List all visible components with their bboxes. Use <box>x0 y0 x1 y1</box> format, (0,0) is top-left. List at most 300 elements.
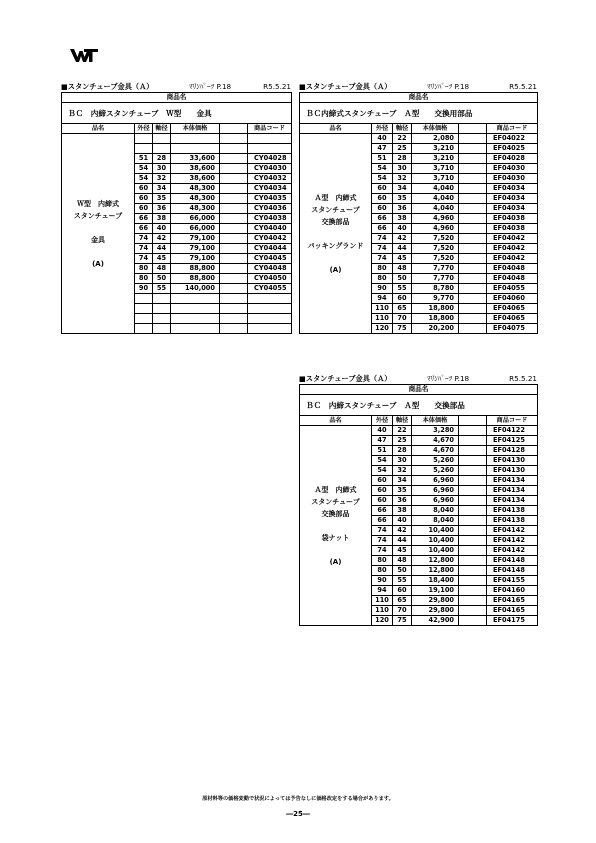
outer-diameter: 66 <box>372 214 393 224</box>
outer-diameter: 90 <box>135 284 153 294</box>
name-label-row <box>300 385 538 395</box>
base-price: 48,300 <box>171 194 220 204</box>
revision-date: R5.5.21 <box>263 82 291 91</box>
section-title: ■スタンチューブ金具（Ａ） <box>299 82 392 91</box>
blank-cell <box>459 556 487 566</box>
blank-cell <box>459 294 487 304</box>
blank-cell <box>459 566 487 576</box>
outer-diameter: 120 <box>372 616 393 626</box>
base-price: 7,520 <box>412 244 459 254</box>
outer-diameter: 54 <box>135 174 153 184</box>
blank-cell <box>220 184 248 194</box>
shaft-diameter: 35 <box>393 194 412 204</box>
shaft-diameter: 40 <box>393 224 412 234</box>
base-price: 4,670 <box>412 436 459 446</box>
blank-cell <box>220 284 248 294</box>
product-code: CY04055 <box>248 284 292 294</box>
product-code: EF04142 <box>487 526 538 536</box>
shaft-diameter: 25 <box>393 144 412 154</box>
outer-diameter: 74 <box>372 546 393 556</box>
product-code: EF04038 <box>487 214 538 224</box>
price-table <box>299 384 538 626</box>
base-price: 2,080 <box>412 134 459 144</box>
outer-diameter: 120 <box>372 324 393 334</box>
blank-cell <box>220 224 248 234</box>
product-code: EF04065 <box>487 304 538 314</box>
product-code: CY04040 <box>248 224 292 234</box>
base-price: 48,300 <box>171 184 220 194</box>
product-code: EF04165 <box>487 606 538 616</box>
left-price-section <box>61 82 291 334</box>
base-price: 19,100 <box>412 586 459 596</box>
column-header: 軸径 <box>153 124 171 134</box>
column-header: 外径 <box>372 124 393 134</box>
blank-cell <box>220 174 248 184</box>
outer-diameter: 80 <box>372 274 393 284</box>
blank-cell <box>459 224 487 234</box>
base-price: 8,040 <box>412 506 459 516</box>
shaft-diameter: 70 <box>393 606 412 616</box>
shaft-diameter: 45 <box>153 254 171 264</box>
base-price: 79,100 <box>171 244 220 254</box>
product-code: EF04142 <box>487 536 538 546</box>
outer-diameter: 80 <box>135 274 153 284</box>
shaft-diameter <box>153 304 171 314</box>
shaft-diameter <box>153 314 171 324</box>
base-price <box>171 314 220 324</box>
blank-cell <box>459 214 487 224</box>
column-header: 品名 <box>62 124 135 134</box>
shaft-diameter: 22 <box>393 134 412 144</box>
product-code: CY04048 <box>248 264 292 274</box>
company-logo <box>70 47 98 63</box>
shaft-diameter: 32 <box>153 174 171 184</box>
blank-cell <box>220 154 248 164</box>
blank-cell <box>220 304 248 314</box>
shaft-diameter: 38 <box>153 214 171 224</box>
outer-diameter: 66 <box>135 214 153 224</box>
shaft-diameter: 44 <box>393 536 412 546</box>
base-price: 12,800 <box>412 566 459 576</box>
product-title: ＢＣ 内締スタンチューブ Ｗ型 金具 <box>62 103 292 124</box>
shaft-diameter: 28 <box>153 154 171 164</box>
base-price <box>171 304 220 314</box>
outer-diameter: 60 <box>372 204 393 214</box>
blank-cell <box>459 184 487 194</box>
column-header <box>459 124 487 134</box>
page-number: ―25― <box>286 810 310 818</box>
shaft-diameter: 55 <box>393 576 412 586</box>
product-code: EF04160 <box>487 586 538 596</box>
blank-cell <box>459 436 487 446</box>
blank-cell <box>459 284 487 294</box>
outer-diameter: 66 <box>372 224 393 234</box>
blank-cell <box>459 204 487 214</box>
shaft-diameter: 50 <box>393 566 412 576</box>
shaft-diameter: 36 <box>393 204 412 214</box>
blank-cell <box>459 254 487 264</box>
shaft-diameter: 50 <box>393 274 412 284</box>
column-header: 商品コード <box>248 124 292 134</box>
column-header: 商品コード <box>487 416 538 426</box>
description-line: Ｗ型 内締式 <box>77 199 119 208</box>
shaft-diameter: 75 <box>393 616 412 626</box>
blank-cell <box>459 304 487 314</box>
outer-diameter: 74 <box>372 536 393 546</box>
description-line <box>302 228 369 240</box>
shaft-diameter: 48 <box>393 264 412 274</box>
product-code: EF04065 <box>487 314 538 324</box>
product-code: EF04130 <box>487 456 538 466</box>
product-code <box>248 314 292 324</box>
catalog-page-ref: ﾏﾘﾝﾊﾟｰﾂ P.18 <box>189 82 232 91</box>
blank-cell <box>220 134 248 144</box>
base-price: 33,600 <box>171 154 220 164</box>
product-code: CY04042 <box>248 234 292 244</box>
shaft-diameter <box>153 324 171 334</box>
product-code: EF04125 <box>487 436 538 446</box>
base-price: 18,800 <box>412 314 459 324</box>
description-line: スタンチューブ <box>311 205 360 214</box>
shaft-diameter: 42 <box>153 234 171 244</box>
base-price <box>171 134 220 144</box>
product-name-label: 商品名 <box>300 93 538 103</box>
outer-diameter: 94 <box>372 586 393 596</box>
blank-cell <box>459 516 487 526</box>
blank-cell <box>459 536 487 546</box>
shaft-diameter: 40 <box>393 516 412 526</box>
blank-cell <box>459 244 487 254</box>
base-price: 6,960 <box>412 476 459 486</box>
outer-diameter: 66 <box>135 224 153 234</box>
name-label-row <box>62 93 292 103</box>
base-price: 9,770 <box>412 294 459 304</box>
shaft-diameter: 36 <box>393 496 412 506</box>
blank-cell <box>459 506 487 516</box>
outer-diameter <box>135 144 153 154</box>
blank-cell <box>459 466 487 476</box>
item-description <box>300 134 372 334</box>
base-price <box>171 324 220 334</box>
product-code <box>248 294 292 304</box>
base-price: 10,400 <box>412 546 459 556</box>
shaft-diameter: 32 <box>393 466 412 476</box>
blank-cell <box>459 596 487 606</box>
product-code: EF04030 <box>487 164 538 174</box>
product-code <box>248 324 292 334</box>
product-code: EF04055 <box>487 284 538 294</box>
shaft-diameter: 22 <box>393 426 412 436</box>
section-header <box>61 82 291 92</box>
item-description <box>300 426 372 626</box>
shaft-diameter: 32 <box>393 174 412 184</box>
outer-diameter: 66 <box>372 516 393 526</box>
column-header <box>220 124 248 134</box>
product-code: EF04122 <box>487 426 538 436</box>
description-line: Ａ型 内締式 <box>314 193 357 202</box>
base-price: 3,210 <box>412 144 459 154</box>
base-price: 3,710 <box>412 164 459 174</box>
shaft-diameter: 65 <box>393 304 412 314</box>
catalog-page-ref: ﾏﾘﾝﾊﾟｰﾂ P.18 <box>427 374 470 383</box>
revision-date: R5.5.21 <box>509 82 537 91</box>
product-code: EF04138 <box>487 516 538 526</box>
product-code: EF04038 <box>487 224 538 234</box>
blank-cell <box>220 244 248 254</box>
shaft-diameter: 60 <box>393 294 412 304</box>
base-price: 79,100 <box>171 234 220 244</box>
outer-diameter: 40 <box>372 134 393 144</box>
base-price: 7,520 <box>412 234 459 244</box>
base-price: 7,770 <box>412 274 459 284</box>
outer-diameter <box>135 134 153 144</box>
shaft-diameter: 28 <box>393 446 412 456</box>
product-code: EF04034 <box>487 194 538 204</box>
blank-cell <box>220 164 248 174</box>
base-price: 7,520 <box>412 254 459 264</box>
product-code: CY04045 <box>248 254 292 264</box>
base-price: 66,000 <box>171 224 220 234</box>
product-code: EF04048 <box>487 274 538 284</box>
base-price: 38,600 <box>171 164 220 174</box>
shaft-diameter: 38 <box>393 214 412 224</box>
base-price: 88,800 <box>171 274 220 284</box>
shaft-diameter <box>153 134 171 144</box>
outer-diameter: 54 <box>372 174 393 184</box>
description-line: 交換部品 <box>321 217 350 226</box>
shaft-diameter: 65 <box>393 596 412 606</box>
blank-cell <box>220 274 248 284</box>
column-header: 外径 <box>372 416 393 426</box>
product-code: EF04134 <box>487 496 538 506</box>
outer-diameter: 74 <box>372 234 393 244</box>
base-price: 3,210 <box>412 154 459 164</box>
base-price: 4,960 <box>412 214 459 224</box>
table-row <box>62 134 292 144</box>
table-row <box>300 134 538 144</box>
footer-note: 原材料等の価格変動で状況によっては予告なしに価格改定をする場合があります。 <box>202 796 394 802</box>
blank-cell <box>459 234 487 244</box>
shaft-diameter: 40 <box>153 224 171 234</box>
shaft-diameter: 50 <box>153 274 171 284</box>
base-price: 18,800 <box>412 304 459 314</box>
base-price: 8,040 <box>412 516 459 526</box>
outer-diameter: 60 <box>372 194 393 204</box>
outer-diameter: 94 <box>372 294 393 304</box>
blank-cell <box>459 314 487 324</box>
right-top-price-section <box>299 82 537 334</box>
outer-diameter: 74 <box>372 254 393 264</box>
description-line <box>302 252 369 264</box>
base-price: 12,800 <box>412 556 459 566</box>
product-code: CY04032 <box>248 174 292 184</box>
product-code: EF04042 <box>487 234 538 244</box>
column-header: 品名 <box>300 416 372 426</box>
shaft-diameter: 38 <box>393 506 412 516</box>
base-price: 3,280 <box>412 426 459 436</box>
outer-diameter: 110 <box>372 314 393 324</box>
outer-diameter <box>135 294 153 304</box>
shaft-diameter: 42 <box>393 234 412 244</box>
outer-diameter <box>135 324 153 334</box>
blank-cell <box>459 446 487 456</box>
base-price: 6,960 <box>412 486 459 496</box>
shaft-diameter: 45 <box>393 254 412 264</box>
product-code: EF04134 <box>487 476 538 486</box>
blank-cell <box>459 546 487 556</box>
product-code: EF04075 <box>487 324 538 334</box>
outer-diameter: 60 <box>135 184 153 194</box>
product-code <box>248 134 292 144</box>
product-code: EF04128 <box>487 446 538 456</box>
blank-cell <box>220 214 248 224</box>
outer-diameter: 60 <box>135 204 153 214</box>
description-line: パッキングランド <box>307 241 364 250</box>
product-code: EF04142 <box>487 546 538 556</box>
blank-cell <box>459 164 487 174</box>
blank-cell <box>459 154 487 164</box>
base-price: 10,400 <box>412 536 459 546</box>
shaft-diameter: 48 <box>153 264 171 274</box>
outer-diameter: 54 <box>372 456 393 466</box>
shaft-diameter: 35 <box>153 194 171 204</box>
product-title-row <box>300 395 538 416</box>
product-code <box>248 304 292 314</box>
description-line <box>64 246 132 258</box>
section-title: ■スタンチューブ金具（Ａ） <box>61 82 154 91</box>
shaft-diameter: 36 <box>153 204 171 214</box>
blank-cell <box>459 324 487 334</box>
base-price: 5,260 <box>412 466 459 476</box>
shaft-diameter: 34 <box>393 476 412 486</box>
blank-cell <box>459 134 487 144</box>
base-price: 4,670 <box>412 446 459 456</box>
base-price: 4,960 <box>412 224 459 234</box>
column-header-row <box>300 416 538 426</box>
right-bottom-price-section <box>299 374 537 626</box>
shaft-diameter: 25 <box>393 436 412 446</box>
description-line: スタンチューブ <box>73 211 123 220</box>
product-title-row <box>300 103 538 124</box>
outer-diameter: 110 <box>372 596 393 606</box>
shaft-diameter: 55 <box>153 284 171 294</box>
outer-diameter: 40 <box>372 426 393 436</box>
column-header: 品名 <box>300 124 372 134</box>
description-line <box>64 222 132 234</box>
blank-cell <box>459 426 487 436</box>
product-code: EF04030 <box>487 174 538 184</box>
product-code: EF04134 <box>487 486 538 496</box>
product-code: EF04148 <box>487 556 538 566</box>
outer-diameter: 110 <box>372 606 393 616</box>
base-price: 10,400 <box>412 526 459 536</box>
item-description <box>62 134 135 334</box>
base-price: 48,300 <box>171 204 220 214</box>
outer-diameter: 80 <box>372 566 393 576</box>
section-header <box>299 82 537 92</box>
base-price: 5,260 <box>412 456 459 466</box>
product-code: EF04130 <box>487 466 538 476</box>
base-price: 4,040 <box>412 184 459 194</box>
product-code: EF04028 <box>487 154 538 164</box>
shaft-diameter: 30 <box>393 164 412 174</box>
blank-cell <box>459 616 487 626</box>
description-line: Ａ型 内締式 <box>314 485 357 494</box>
product-name-label: 商品名 <box>300 385 538 395</box>
product-title-row <box>62 103 292 124</box>
shaft-diameter: 44 <box>153 244 171 254</box>
base-price <box>171 294 220 304</box>
product-code: CY04030 <box>248 164 292 174</box>
blank-cell <box>220 204 248 214</box>
column-header: 商品コード <box>487 124 538 134</box>
column-header-row <box>62 124 292 134</box>
shaft-diameter: 42 <box>393 526 412 536</box>
shaft-diameter: 35 <box>393 486 412 496</box>
description-line <box>302 520 369 532</box>
base-price <box>171 144 220 154</box>
description-line: 金具 <box>91 235 105 244</box>
outer-diameter <box>135 304 153 314</box>
blank-cell <box>459 264 487 274</box>
product-code: EF04042 <box>487 244 538 254</box>
product-code: EF04034 <box>487 184 538 194</box>
outer-diameter: 60 <box>135 194 153 204</box>
base-price: 7,770 <box>412 264 459 274</box>
shaft-diameter: 28 <box>393 154 412 164</box>
base-price: 66,000 <box>171 214 220 224</box>
outer-diameter: 74 <box>135 254 153 264</box>
column-header: 外径 <box>135 124 153 134</box>
outer-diameter: 74 <box>372 526 393 536</box>
outer-diameter: 60 <box>372 486 393 496</box>
description-line: スタンチューブ <box>311 497 360 506</box>
blank-cell <box>220 234 248 244</box>
blank-cell <box>220 324 248 334</box>
shaft-diameter: 34 <box>393 184 412 194</box>
base-price: 3,710 <box>412 174 459 184</box>
base-price: 140,000 <box>171 284 220 294</box>
section-title: ■スタンチューブ金具（Ａ） <box>299 374 392 383</box>
product-code: CY04050 <box>248 274 292 284</box>
shaft-diameter: 30 <box>153 164 171 174</box>
outer-diameter: 90 <box>372 576 393 586</box>
blank-cell <box>459 586 487 596</box>
base-price: 79,100 <box>171 254 220 264</box>
price-table <box>61 92 292 334</box>
shaft-diameter: 44 <box>393 244 412 254</box>
column-header: 本体価格 <box>171 124 220 134</box>
shaft-diameter: 75 <box>393 324 412 334</box>
outer-diameter: 90 <box>372 284 393 294</box>
product-code: EF04025 <box>487 144 538 154</box>
base-price: 29,800 <box>412 596 459 606</box>
shaft-diameter: 70 <box>393 314 412 324</box>
outer-diameter: 80 <box>135 264 153 274</box>
blank-cell <box>220 264 248 274</box>
product-code: EF04155 <box>487 576 538 586</box>
product-code: CY04038 <box>248 214 292 224</box>
outer-diameter: 74 <box>372 244 393 254</box>
product-code: CY04044 <box>248 244 292 254</box>
outer-diameter: 80 <box>372 556 393 566</box>
base-price: 6,960 <box>412 496 459 506</box>
outer-diameter: 66 <box>372 506 393 516</box>
product-code: EF04022 <box>487 134 538 144</box>
product-code: EF04034 <box>487 204 538 214</box>
product-name-label: 商品名 <box>62 93 292 103</box>
description-line: (A) <box>92 259 104 268</box>
